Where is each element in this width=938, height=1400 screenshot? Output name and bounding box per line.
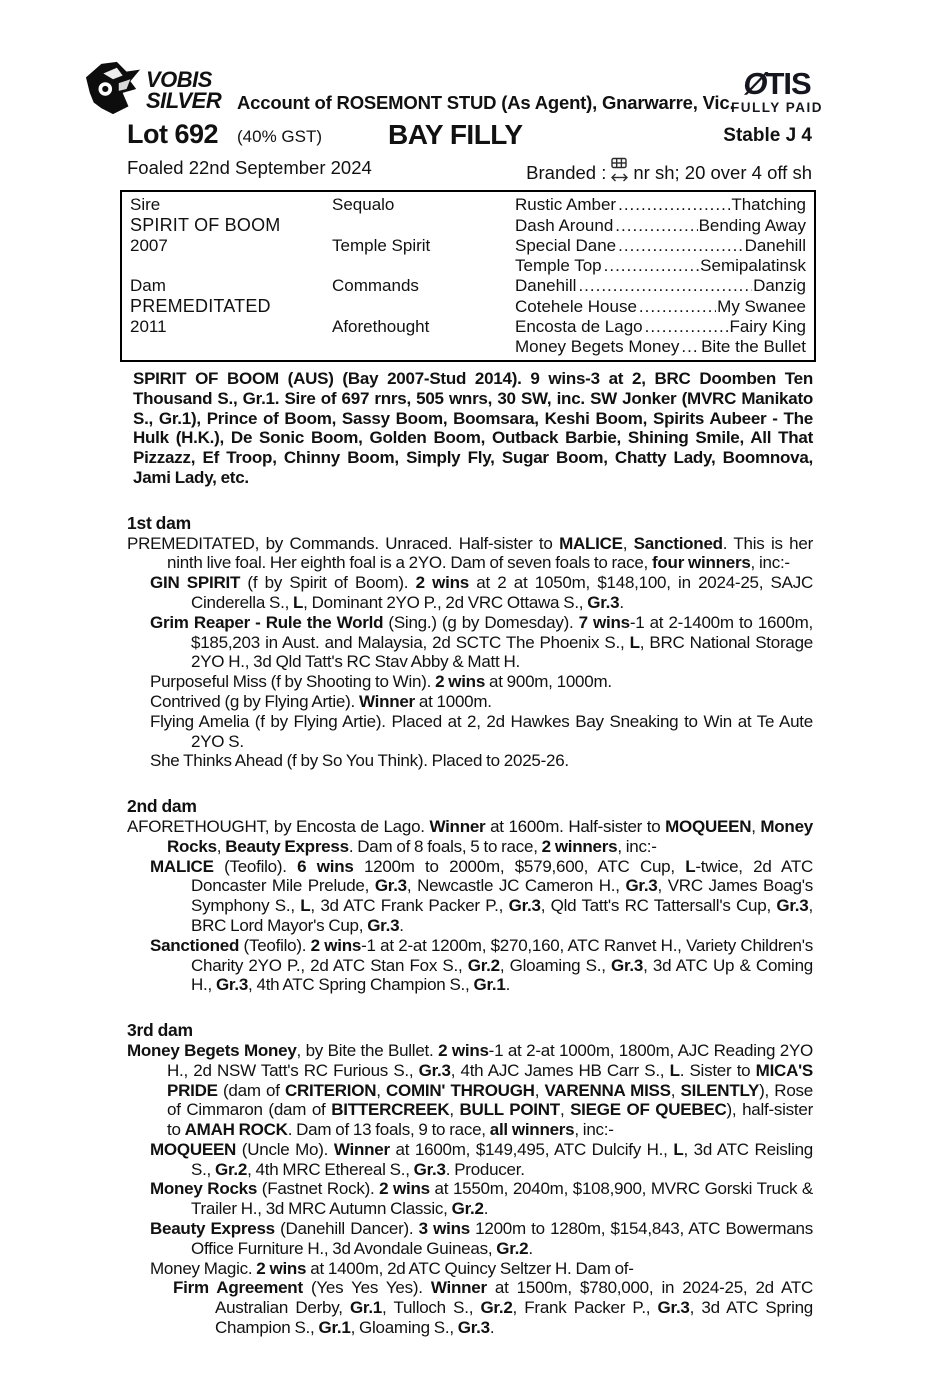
ancestor-sire: Special Dane: [515, 236, 617, 255]
section-heading: 1st dam: [127, 512, 191, 533]
ancestor-dam: Danehill: [744, 236, 806, 255]
pedigree-ancestor-pair: [515, 216, 806, 236]
pedigree-text: [127, 369, 813, 1338]
pedigree-row: [130, 276, 806, 296]
pedigree-ancestor-pair: [515, 276, 806, 296]
ancestor-dam: Fairy King: [729, 317, 806, 336]
pedigree-paragraph: AFORETHOUGHT, by Encosta de Lago. Winner at 1600m. Half-sister to MOQUEEN, Money Rocks, Beauty Express. Dam of 8 foals, 5 to race, 2 winners, inc:-: [127, 816, 813, 856]
pedigree-col2-cell: Temple Spirit: [332, 236, 431, 255]
ancestor-sire: Rustic Amber: [515, 195, 617, 214]
pedigree-paragraph: Money Begets Money, by Bite the Bullet. 2 wins-1 at 2-at 1000m, 1800m, AJC Reading 2YO H., 2d NSW Tatt's RC Furious S., Gr.3, 4th AJC James HB Carr S., L. Sister to MICA'S PRIDE (dam of CRITERION, COMIN' THROUGH, VARENNA MISS, SILENTLY), Rose of Cimmaron (dam of BITTERCREEK, BULL POINT, SIEGE OF QUEBEC), half-sister to AMAH ROCK. Dam of 13 foals, 9 to race, all winners, inc:-: [127, 1040, 814, 1140]
lot-line: [127, 119, 812, 151]
pedigree-col1-cell: 2011: [130, 317, 167, 336]
tis-o-glyph: Ø: [743, 66, 767, 101]
pedigree-table: [120, 190, 816, 362]
pedigree-ancestor-pair: [515, 236, 806, 256]
dot-leader: [578, 276, 752, 296]
pedigree-ancestor-pair: [515, 317, 806, 337]
branded-suffix: nr sh; 20 over 4 off sh: [633, 162, 812, 183]
pedigree-paragraph: GIN SPIRIT (f by Spirit of Boom). 2 wins at 2 at 1050m, $148,100, in 2024-25, SAJC Cinderella S., L, Dominant 2YO P., 2d VRC Ottawa S., Gr.3.: [150, 573, 813, 612]
tis-fully-paid-label: FULLY PAID: [730, 100, 823, 115]
dot-leader: [615, 216, 697, 236]
pedigree-col2-cell: Aforethought: [332, 317, 430, 336]
pedigree-row: [130, 337, 806, 357]
pedigree-col2-cell: Sequalo: [332, 195, 395, 214]
pedigree-col1-cell: 2007: [130, 236, 168, 255]
branded-prefix: Branded :: [526, 162, 607, 183]
pedigree-paragraph: Contrived (g by Flying Artie). Winner at 1000m.: [150, 691, 492, 711]
brand-mark-icon: [610, 157, 629, 189]
pedigree-row: [130, 236, 806, 256]
section-heading: 3rd dam: [127, 1020, 193, 1041]
account-line: Account of ROSEMONT STUD (As Agent), Gnarwarre, Vic.: [237, 92, 735, 113]
dot-leader: [639, 297, 716, 317]
pedigree-row: [130, 195, 806, 215]
section-heading: 2nd dam: [127, 796, 197, 817]
ancestor-dam: Danzig: [753, 276, 806, 295]
pedigree-paragraph: Flying Amelia (f by Flying Artie). Placed at 2, 2d Hawkes Bay Sneaking to Win at Te Aute 2YO S.: [150, 711, 813, 751]
vobis-logo-line1: VOBIS: [146, 67, 212, 93]
lot-number: Lot 692: [127, 119, 219, 149]
branded-info: [526, 157, 812, 189]
ancestor-sire: Cotehele House: [515, 297, 637, 316]
pedigree-paragraph: Purposeful Miss (f by Shooting to Win). 2 wins at 900m, 1000m.: [150, 672, 612, 692]
pedigree-row: [130, 215, 806, 236]
pedigree-paragraph: Beauty Express (Danehill Dancer). 3 wins 1200m to 1280m, $154,843, ATC Bowermans Office Furniture H., 3d Avondale Guineas, Gr.2.: [150, 1219, 813, 1258]
lot-gst: (40% GST): [237, 127, 323, 146]
vobis-logo-text: [146, 67, 222, 113]
dot-leader: [681, 337, 700, 357]
sire-summary: SPIRIT OF BOOM (AUS) (Bay 2007-Stud 2014). 9 wins-3 at 2, BRC Doomben Ten Thousand S., Gr.1. Sire of 697 rnrs, 505 wnrs, 30 SW, inc. SW Jonker (MVRC Manikato S., Gr.1), Prince of Boom, Sassy Boom, Boomsara, Keshi Boom, Spirits Aubeer - The Hulk (H.K.), De Sonic Boom, Golden Boom, Outback Barbie, Shining Smile, All That Pizzazz, Ef Troop, Chinny Boom, Simply Fly, Sugar Boom, Chatty Lady, Boomnova, Jami Lady, etc.: [133, 369, 813, 487]
ancestor-dam: Thatching: [731, 195, 806, 214]
vobis-logo-line2: SILVER: [146, 87, 222, 113]
page-title: BAY FILLY: [388, 119, 523, 150]
foaled-line: [127, 157, 812, 183]
pedigree-ancestor-pair: [515, 297, 806, 317]
ancestor-sire: Encosta de Lago: [515, 317, 643, 336]
pedigree-col1-cell: Sire: [130, 195, 161, 214]
pedigree-paragraph: Sanctioned (Teofilo). 2 wins-1 at 2-at 1200m, $270,160, ATC Ranvet H., Variety Children's Charity 2YO P., 2d ATC Stan Fox S., Gr.2, Gloaming S., Gr.3, 3d ATC Up & Coming H., Gr.3, 4th ATC Spring Champion S., Gr.1.: [150, 935, 813, 995]
pedigree-paragraph: MALICE (Teofilo). 6 wins 1200m to 2000m, $579,600, ATC Cup, L-twice, 2d ATC Doncaster Mile Prelude, Gr.3, Newcastle JC Cameron H., Gr.3, VRC James Boag's Symphony S., L, 3d ATC Frank Packer P., Gr.3, Qld Tatt's RC Tattersall's Cup, Gr.3, BRC Lord Mayor's Cup, Gr.3.: [150, 856, 814, 935]
ancestor-sire: Dash Around: [515, 216, 614, 235]
pedigree-paragraph: PREMEDITATED, by Commands. Unraced. Half-sister to MALICE, Sanctioned. This is her ninth live foal. Her eighth foal is a 2YO. Dam of seven foals to race, four winners, inc:-: [127, 533, 813, 573]
pedigree-paragraph: Money Magic. 2 wins at 1400m, 2d ATC Quincy Seltzer H. Dam of-: [150, 1258, 634, 1278]
pedigree-paragraph: Money Rocks (Fastnet Rock). 2 wins at 1550m, 2040m, $108,900, MVRC Gorski Truck & Trailer H., 3d MRC Autumn Classic, Gr.2.: [150, 1179, 814, 1219]
stable-label: Stable J 4: [723, 125, 812, 146]
pedigree-col2-cell: Commands: [332, 276, 419, 295]
dot-leader: [604, 256, 700, 276]
pedigree-ancestor-pair: [515, 256, 806, 276]
ancestor-sire: Money Begets Money: [515, 337, 680, 356]
pedigree-paragraph: Grim Reaper - Rule the World (Sing.) (g by Domesday). 7 wins-1 at 2-1400m to 1600m, $185,203 in Aust. and Malaysia, 2d SCTC The Phoenix S., L, BRC National Storage 2YO H., 3d Qld Tatt's RC Stav Abby & Matt H.: [150, 612, 814, 672]
pedigree-paragraph: Firm Agreement (Yes Yes Yes). Winner at 1500m, $780,000, in 2024-25, 2d ATC Australian Derby, Gr.1, Tulloch S., Gr.2, Frank Packer P., Gr.3, 3d ATC Spring Champion S., Gr.1, Gloaming S., Gr.3.: [173, 1278, 814, 1338]
tis-mark: [712, 68, 842, 99]
pedigree-paragraph: MOQUEEN (Uncle Mo). Winner at 1600m, $149,495, ATC Dulcify H., L, 3d ATC Reisling S., Gr.2, 4th MRC Ethereal S., Gr.3. Producer.: [150, 1139, 814, 1179]
foaled-date: Foaled 22nd September 2024: [127, 157, 372, 178]
pedigree-col1-cell: SPIRIT OF BOOM: [130, 215, 281, 235]
pedigree-col1-cell: Dam: [130, 276, 166, 295]
pedigree-row: [130, 256, 806, 276]
ancestor-dam: Bite the Bullet: [701, 337, 806, 356]
ancestor-dam: Semipalatinsk: [700, 256, 806, 275]
ancestor-dam: My Swanee: [717, 297, 806, 316]
ancestor-sire: Danehill: [515, 276, 577, 295]
dot-leader: [645, 317, 729, 337]
pedigree-row: [130, 296, 806, 317]
pedigree-row: [130, 317, 806, 337]
ancestor-sire: Temple Top: [515, 256, 602, 275]
dam-sections: [127, 514, 813, 1338]
tis-text: TIS: [765, 66, 811, 101]
vobis-silver-logo: [84, 60, 221, 121]
ancestor-dam: Bending Away: [698, 216, 806, 235]
vobis-horse-icon: [84, 60, 142, 121]
tis-fully-paid-logo: [712, 68, 842, 115]
dot-leader: [618, 195, 730, 215]
pedigree-ancestor-pair: [515, 337, 806, 357]
dot-leader: [618, 236, 743, 256]
pedigree-ancestor-pair: [515, 195, 806, 215]
pedigree-paragraph: She Thinks Ahead (f by So You Think). Placed to 2025-26.: [150, 751, 569, 771]
pedigree-col1-cell: PREMEDITATED: [130, 296, 271, 316]
